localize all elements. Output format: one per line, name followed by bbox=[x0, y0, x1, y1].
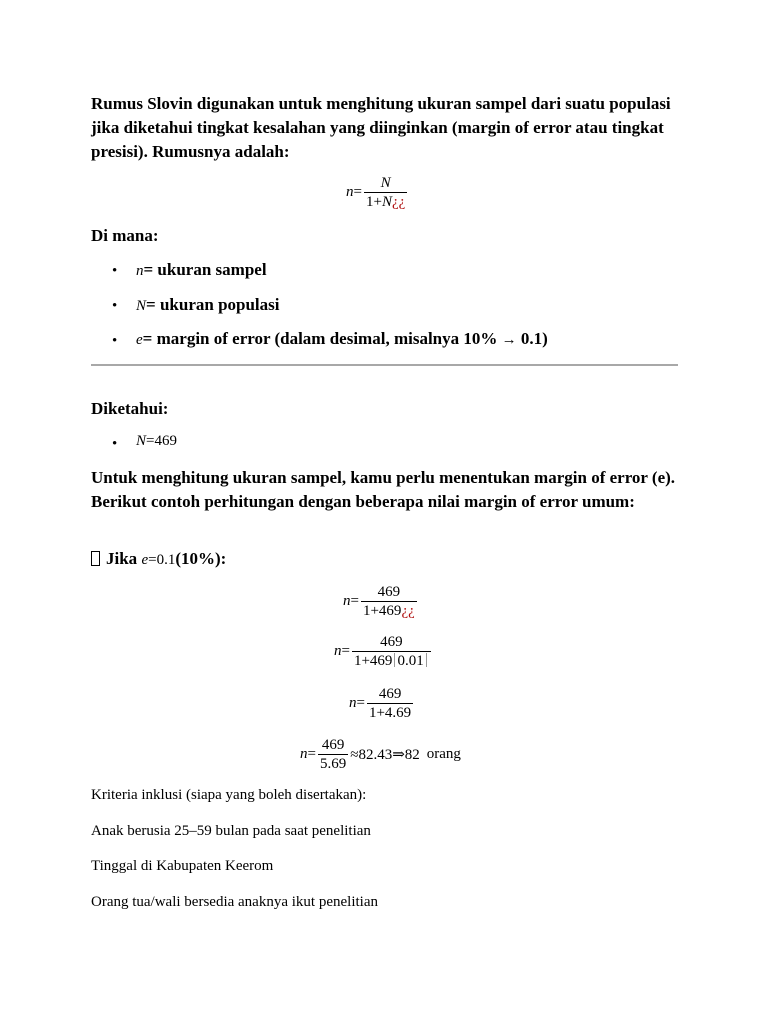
calc-step-1: n = $\frac{469}{1+469¿¿}$ bbox=[343, 584, 415, 619]
criteria-heading: Kriteria inklusi (siapa yang boleh disertakan): bbox=[91, 787, 367, 803]
formula-denominator: 1+N¿¿ bbox=[365, 194, 406, 210]
criteria-item: Anak berusia 25–59 bulan pada saat penelitian bbox=[91, 823, 371, 839]
missing-glyph-icon bbox=[91, 551, 100, 566]
case-heading: Jika e=0.1(10%): bbox=[91, 549, 226, 569]
section-divider bbox=[91, 364, 678, 366]
bullet-marker: • bbox=[112, 333, 118, 349]
bullet-marker: • bbox=[112, 436, 118, 452]
criteria-item: Tinggal di Kabupaten Keerom bbox=[91, 858, 274, 874]
calc-step-3: n = $\frac{469}{1+4.69}$ bbox=[349, 686, 412, 721]
criteria-item: Orang tua/wali bersedia anaknya ikut penelitian bbox=[91, 894, 378, 910]
given-heading: Diketahui: bbox=[91, 399, 169, 418]
where-item-N: N= ukuran populasi bbox=[136, 295, 280, 314]
formula-fraction bbox=[364, 174, 407, 211]
explain-paragraph: Untuk menghitung ukuran sampel, kamu perlu menentukan margin of error (e). Berikut contoh perhitungan dengan beberapa nilai margin of error umum: bbox=[91, 468, 676, 511]
bullet-marker: • bbox=[112, 263, 118, 279]
intro-paragraph: Rumus Slovin digunakan untuk menghitung ukuran sampel dari suatu populasi jika diketahui tingkat kesalahan yang diinginkan (margin of error atau tingkat presisi). Rumusnya adalah: bbox=[91, 94, 671, 161]
formula-lhs: n bbox=[346, 184, 354, 200]
calc-step-2: n = $\frac{469}{1+469 0.01}$ bbox=[334, 633, 433, 670]
formula-equals: = bbox=[353, 184, 362, 200]
slovin-formula bbox=[346, 174, 409, 211]
result-unit: orang bbox=[426, 746, 461, 762]
approx-result: ≈82.43⇒82 bbox=[350, 747, 420, 763]
where-item-e: e= margin of error (dalam desimal, misalnya 10% → 0.1) bbox=[136, 329, 548, 348]
bullet-marker: • bbox=[112, 298, 118, 314]
calc-step-4: n = $\frac{469}{5.69}$ ≈82.43⇒82 orang bbox=[300, 737, 461, 772]
given-item: N=469 bbox=[136, 433, 177, 449]
formula-numerator: N bbox=[380, 175, 391, 191]
where-heading: Di mana: bbox=[91, 226, 159, 245]
where-item-n: n= ukuran sampel bbox=[136, 260, 267, 279]
